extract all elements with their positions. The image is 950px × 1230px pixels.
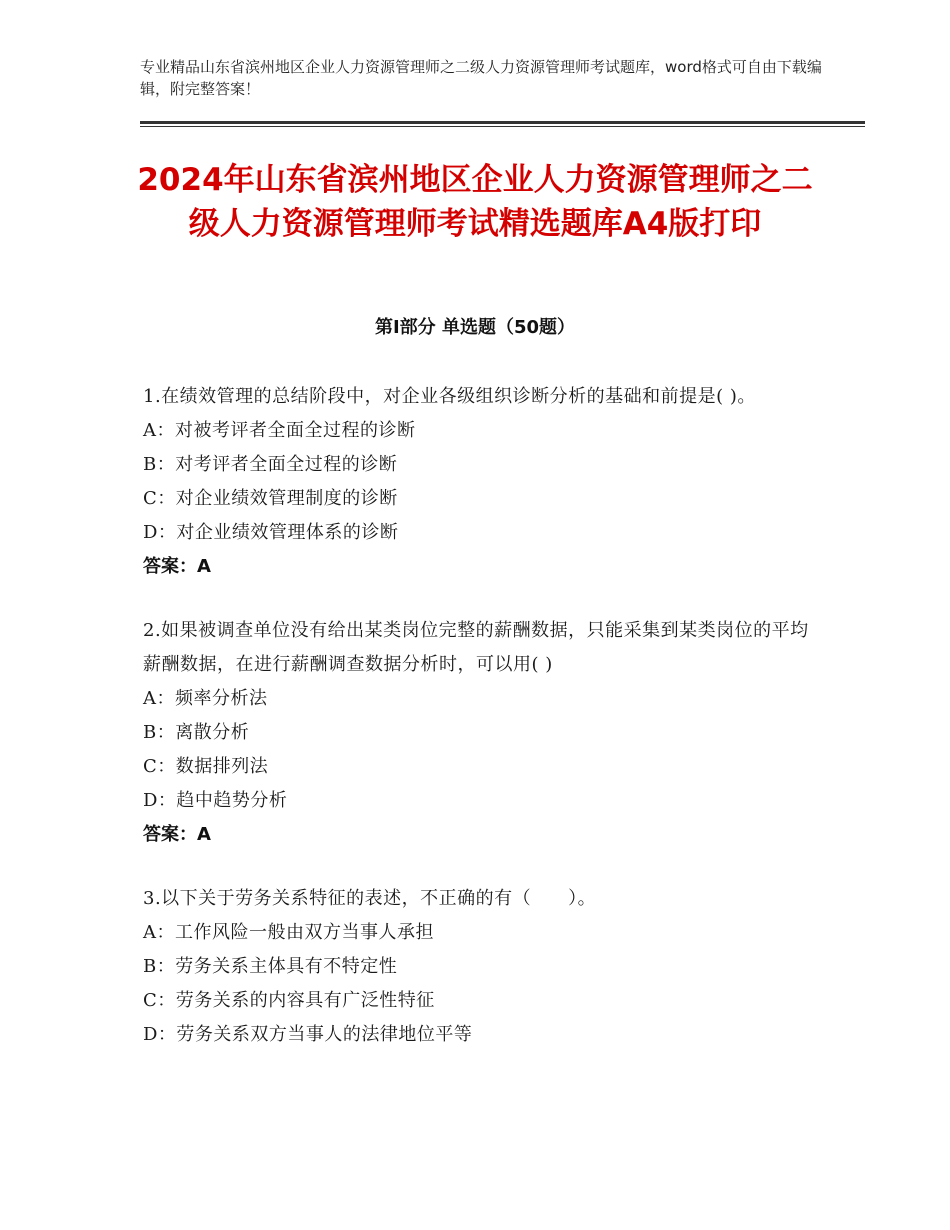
option-a: A：工作风险一般由双方当事人承担	[143, 922, 434, 943]
header-rule-thin	[140, 126, 865, 127]
question-stem: 3.以下关于劳务关系特征的表述，不正确的有（ ）。	[143, 888, 597, 909]
header-note: 专业精品山东省滨州地区企业人力资源管理师之二级人力资源管理师考试题库，word格式可自由下载编辑，附完整答案！	[140, 58, 822, 98]
option-b: B：离散分析	[143, 722, 250, 743]
question-list	[143, 380, 815, 1082]
option-b: B：劳务关系主体具有不特定性	[143, 956, 398, 977]
question-3	[143, 882, 815, 1052]
option-d: D：对企业绩效管理体系的诊断	[143, 522, 399, 543]
document-title: 2024年山东省滨州地区企业人力资源管理师之二级人力资源管理师考试精选题库A4版打印	[137, 162, 813, 242]
option-b: B：对考评者全面全过程的诊断	[143, 454, 398, 475]
option-d: D：劳务关系双方当事人的法律地位平等	[143, 1024, 473, 1045]
option-d: D：趋中趋势分析	[143, 790, 288, 811]
option-a: A：对被考评者全面全过程的诊断	[143, 420, 416, 441]
option-c: C：劳务关系的内容具有广泛性特征	[143, 990, 435, 1011]
section-title: 第Ⅰ部分 单选题（50题）	[374, 317, 575, 338]
question-stem: 2.如果被调查单位没有给出某类岗位完整的薪酬数据，只能采集到某类岗位的平均薪酬数据，在进行薪酬调查数据分析时，可以用( )	[143, 620, 809, 675]
option-a: A：频率分析法	[143, 688, 268, 709]
option-c: C：对企业绩效管理制度的诊断	[143, 488, 398, 509]
question-answer: 答案：A	[143, 824, 211, 845]
question-answer: 答案：A	[143, 556, 211, 577]
option-c: C：数据排列法	[143, 756, 269, 777]
header-rule-thick	[140, 121, 865, 124]
question-2	[143, 614, 815, 852]
question-1	[143, 380, 815, 584]
question-stem: 1.在绩效管理的总结阶段中，对企业各级组织诊断分析的基础和前提是( )。	[143, 386, 756, 407]
